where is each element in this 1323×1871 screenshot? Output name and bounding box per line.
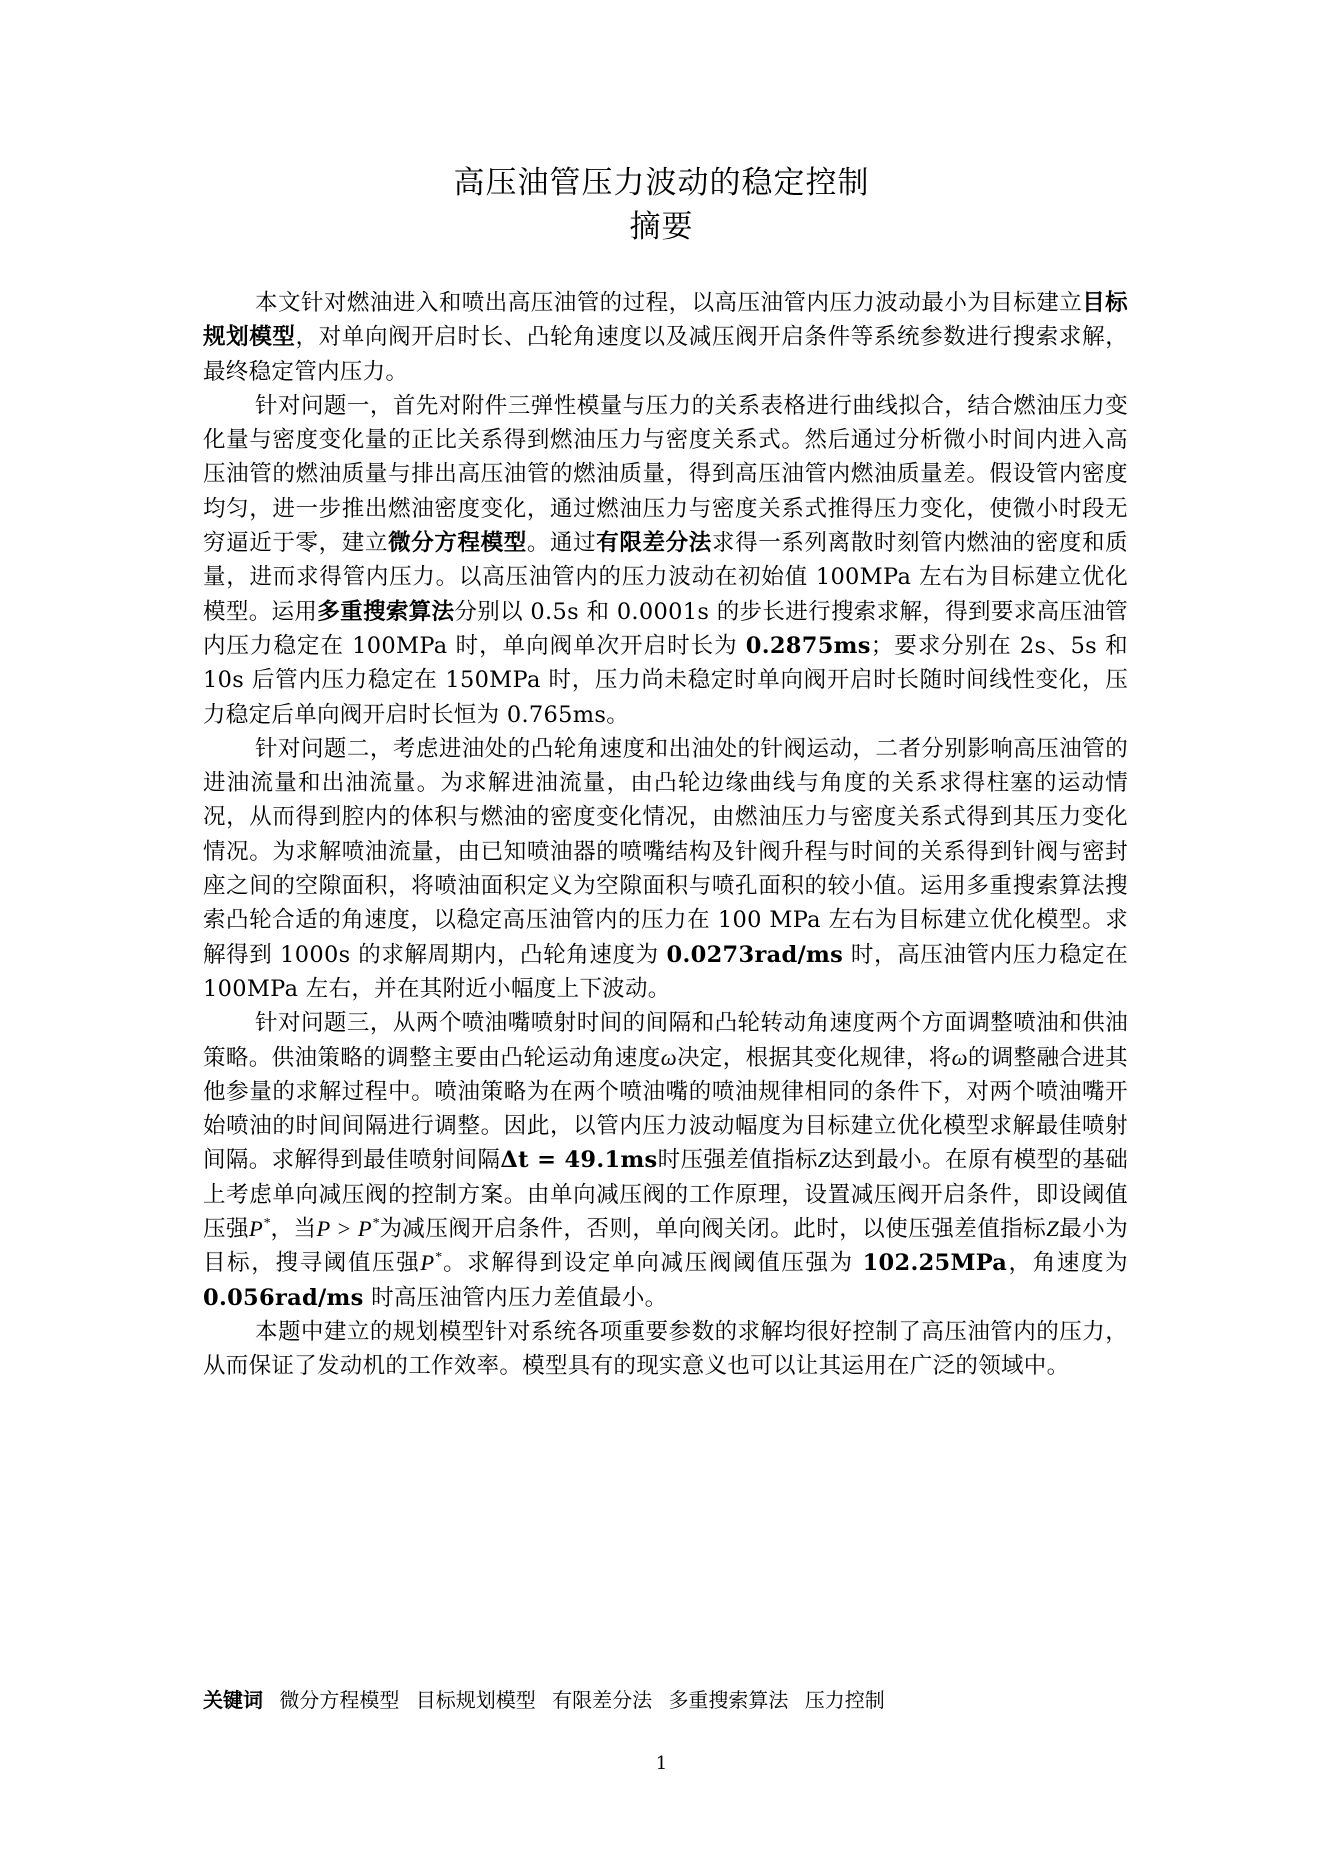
math-omega: ω (660, 1044, 677, 1070)
math-inequality (317, 1216, 380, 1241)
bold-value: 0.2875ms (745, 632, 871, 659)
keywords-line (203, 1685, 1128, 1715)
text-run: 针对问题三，从两个喷油嘴喷射时间的间隔和凸轮转动角速度两个方面调整喷油和供油策略。供油策略的调整主要由凸轮运动角速度 (203, 1010, 1128, 1071)
text-run: ，对单向阀开启时长、凸轮角速度以及减压阀开启条件等系统参数进行搜索求解，最终稳定管内压力。 (203, 324, 1129, 385)
abstract-paragraph-3 (203, 732, 1128, 1006)
math-star: * (371, 1216, 380, 1232)
keyword-item: 微分方程模型 (279, 1688, 400, 1712)
abstract-body (203, 286, 1128, 1384)
page-number: 1 (655, 1753, 668, 1774)
bold-value: Δt = 49.1ms (500, 1147, 658, 1174)
text-run: 。通过 (526, 530, 597, 557)
math-star: * (263, 1216, 271, 1232)
abstract-paragraph-1 (203, 286, 1128, 389)
text-run: 本文针对燃油进入和喷出高压油管的过程，以高压油管内压力波动最小为目标建立 (255, 290, 1083, 316)
text-run: 为减压阀开启条件，否则，单向阀关闭。此时，以使压强差值指标 (379, 1216, 1047, 1243)
math-p-star (420, 1250, 441, 1275)
abstract-paragraph-4 (203, 1006, 1128, 1315)
text-run: 分别以 0.5s 和 0.0001s 的步长进行搜索求解，得到要求高压油管内压力稳定在 100MPa 时，单向阀单次开启时长为 (203, 598, 1128, 659)
text-run: 的调整融合进其他参量的求解过程中。喷油策略为在两个喷油嘴的喷油规律相同的条件下，对两个喷油嘴开始喷油的时间间隔进行调整。因此，以管内压力波动幅度为目标建立优化模型求解最佳喷射间隔。求解得到最佳喷射间隔 (203, 1044, 1128, 1174)
paper-title: 高压油管压力波动的稳定控制 (453, 165, 870, 201)
math-omega: ω (951, 1044, 968, 1070)
bold-term: 有限差分法 (596, 530, 712, 557)
text-run: ；要求分别在 2s、5s 和 10s 后管内压力稳定在 150MPa 时，压力尚未稳定时单向阀开启时长随时间线性变化，压力稳定后单向阀开启时长恒为 0.765ms。 (203, 632, 1128, 728)
bold-term: 目标规划模型 (203, 290, 1128, 351)
abstract-paragraph-2 (203, 389, 1128, 732)
text-run: 时压强差值指标 (657, 1147, 818, 1174)
text-run: 本题中建立的规划模型针对系统各项重要参数的求解均很好控制了高压油管内的压力，从而保证了发动机的工作效率。模型具有的现实意义也可以让其运用在广泛的领域中。 (203, 1318, 1128, 1380)
text-run: 达到最小。在原有模型的基础上考虑单向减压阀的控制方案。由单向减压阀的工作原理，设置减压阀开启条件，即设阈值压强 (203, 1147, 1129, 1243)
text-run: 决定，根据其变化规律，将 (676, 1044, 952, 1071)
text-run: 针对问题一，首先对附件三弹性模量与压力的关系表格进行曲线拟合，结合燃油压力变化量与密度变化量的正比关系得到燃油压力与密度关系式。然后通过分析微小时间内进入高压油管的燃油质量与排出高压油管的燃油质量，得到高压油管内燃油质量差。假设管内密度均匀，进一步推出燃油密度变化，通过燃油压力与密度关系式推得压力变化，使微小时段无穷逼近于零，建立 (203, 392, 1128, 557)
keyword-item: 有限差分法 (552, 1688, 653, 1712)
math-z: Z (817, 1147, 831, 1173)
keywords-label: 关键词 (203, 1688, 263, 1712)
math-operator: > (330, 1216, 358, 1242)
math-p: P (420, 1250, 435, 1276)
text-run: 求得一系列离散时刻管内燃油的密度和质量，进而求得管内压力。以高压油管内的压力波动在初始值 100MPa 左右为目标建立优化模型。运用 (203, 530, 1128, 625)
text-run: 最小为目标，搜寻阈值压强 (203, 1216, 1128, 1277)
bold-value: 102.25MPa (862, 1250, 1008, 1277)
text-run: ，当 (270, 1216, 317, 1243)
math-star: * (434, 1250, 442, 1266)
bold-term: 微分方程模型 (388, 530, 527, 557)
math-p: P (357, 1216, 372, 1242)
text-run: 时，高压油管内压力稳定在 100MPa 左右，并在其附近小幅度上下波动。 (203, 941, 1128, 1002)
bold-value: 0.056rad/ms (203, 1284, 364, 1311)
bold-term: 多重搜索算法 (317, 598, 455, 625)
abstract-paragraph-5 (203, 1315, 1128, 1384)
text-run: 时高压油管内压力差值最小。 (363, 1284, 668, 1311)
math-z: Z (1046, 1216, 1060, 1242)
bold-value: 0.0273rad/ms (666, 941, 844, 968)
abstract-heading: 摘要 (629, 209, 694, 245)
keyword-item: 压力控制 (804, 1688, 885, 1712)
keyword-item: 目标规划模型 (415, 1688, 536, 1712)
text-run: ，角速度为 (1007, 1250, 1128, 1277)
text-run: 。求解得到设定单向减压阀阈值压强为 (441, 1250, 863, 1277)
math-p-star (249, 1216, 270, 1241)
math-p: P (248, 1216, 264, 1242)
math-p: P (316, 1216, 331, 1242)
text-run: 针对问题二，考虑进油处的凸轮角速度和出油处的针阀运动，二者分别影响高压油管的进油流量和出油流量。为求解进油流量，由凸轮边缘曲线与角度的关系求得柱塞的运动情况，从而得到腔内的体积与燃油的密度变化情况，由燃油压力与密度关系式得到其压力变化情况。为求解喷油流量，由已知喷油器的喷嘴结构及针阀升程与时间的关系得到针阀与密封座之间的空隙面积，将喷油面积定义为空隙面积与喷孔面积的较小值。运用多重搜索算法搜索凸轮合适的角速度，以稳定高压油管内的压力在 100 MPa 左右为目标建立优化模型。求解得到 1000s 的求解周期内，凸轮角速度为 (203, 735, 1128, 968)
keyword-item: 多重搜索算法 (668, 1688, 789, 1712)
